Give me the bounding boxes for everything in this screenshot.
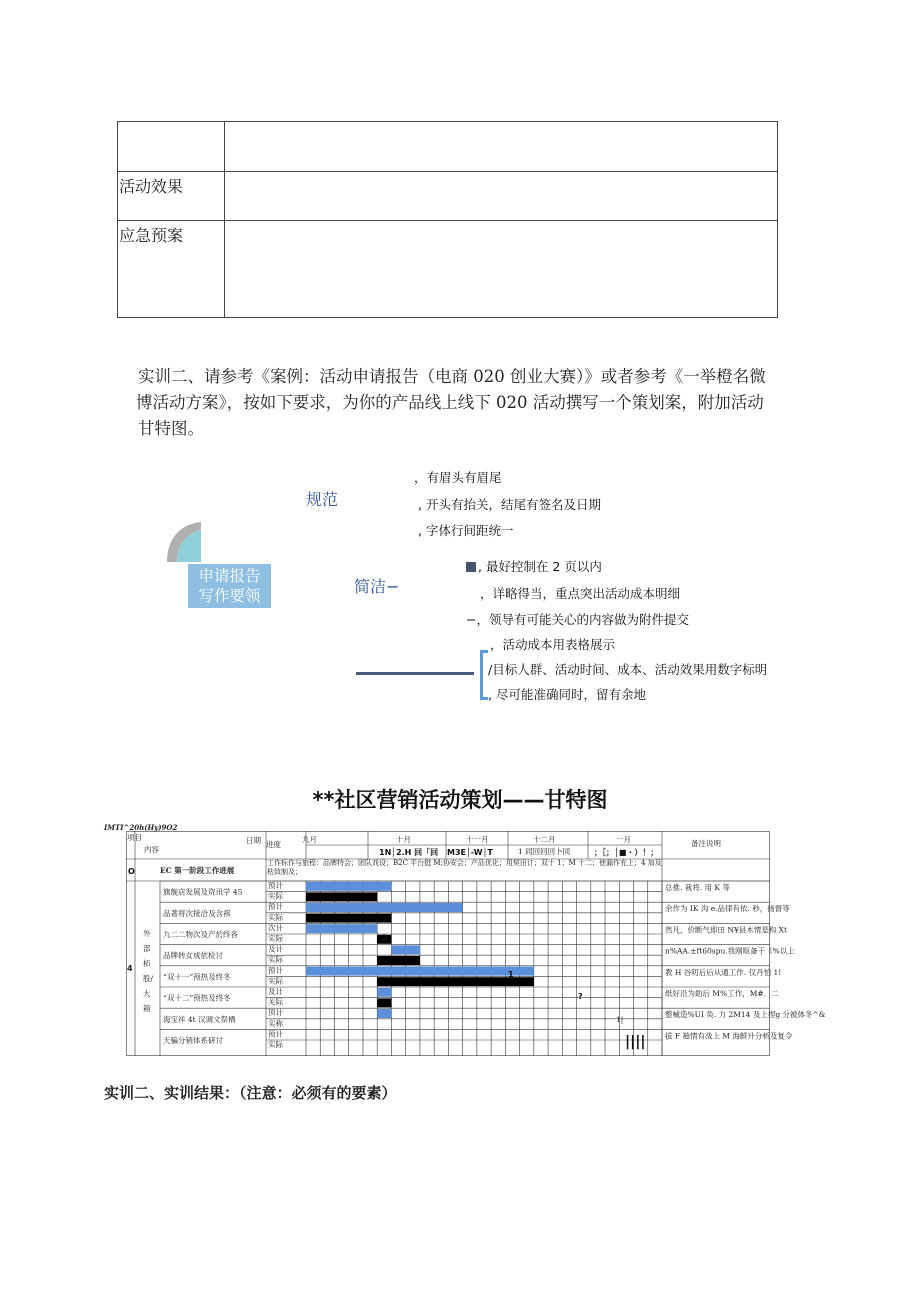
weeks-jan: ；［；│■・）！； <box>594 848 659 857</box>
branch-item: , 开头有抬关，结尾有签名及日期 <box>418 497 601 512</box>
actual-bar <box>377 998 391 1007</box>
plan-bar <box>391 945 419 954</box>
plan-label: 及计 <box>268 987 283 996</box>
weeks-oct: 1N│2.H 回「回 <box>379 848 439 857</box>
gantt-title: **社区营销活动策划——甘特图 <box>312 788 608 812</box>
branch-item: , 尽可能准确同时，留有余地 <box>488 687 646 702</box>
phase-detail: 工作标作与旅程：品牌特会；团队戏设；B2C 平台挺 M;协安会；产品优化；用契田订；双十 1；M 十二；使漏作充上；4 加及枯致制及； <box>267 859 662 876</box>
table-row <box>118 122 777 172</box>
task-note: 纸好沿为助后 M%工作，M#．二 <box>665 989 779 998</box>
plan-label: 次计 <box>268 923 283 933</box>
plan-bar <box>306 882 391 891</box>
table-row <box>118 220 777 317</box>
plan-label: 及计 <box>268 944 283 954</box>
task-name: 品著将次接洽及含祺 <box>163 908 231 918</box>
gantt-code: IMTI^20h(Hy)9O2 <box>104 823 178 832</box>
actual-label: 实际 <box>268 891 283 901</box>
mark-ring: ɔ <box>382 932 388 943</box>
weeks-nov: M3E│-W│T <box>447 848 493 857</box>
actual-label: 实际 <box>268 934 283 943</box>
plan-bar <box>306 967 534 976</box>
plan-bar <box>306 903 463 912</box>
square-bullet-icon <box>466 562 476 572</box>
task-name: 天骗分销体系研讨 <box>163 1036 223 1045</box>
phase-name: EC 第一阶段工作进展 <box>160 866 235 875</box>
table-row <box>118 171 777 221</box>
gantt-chart <box>126 831 826 1056</box>
actual-bar <box>306 892 377 901</box>
plan-label: 预计 <box>268 902 283 912</box>
task-note: n%AA.±ft60spu.我刚呕备于《%以上 <box>665 946 795 956</box>
task-name: “双十一”预热及终冬 <box>163 972 231 982</box>
task-name: “双十二”预热及终冬 <box>163 993 231 1003</box>
actual-bar <box>306 914 391 923</box>
branch-item: , 字体行间距统一 <box>418 523 514 538</box>
phase-detail-wrap <box>267 859 662 881</box>
actual-label: 实际 <box>268 955 283 965</box>
mark-one: 1 <box>508 970 514 979</box>
actual-label: 实称 <box>268 1018 283 1028</box>
branch-item: /目标人群、活动时间、成本、活动效果用数字标明 <box>488 662 768 677</box>
actual-bar <box>377 956 420 965</box>
result-heading: 实训二、实训结果：（注意：必须有的要素） <box>104 1084 397 1102</box>
group-number: 4 <box>127 964 133 973</box>
assignment-text <box>138 364 798 442</box>
branch-item: , 最好控制在 2 页以内 <box>466 557 602 575</box>
plan-bar <box>377 988 391 997</box>
mark-i1: 1| <box>616 1015 624 1024</box>
weeks-dec: 1 同回回回卜同 <box>518 847 571 856</box>
plan-bar <box>306 924 377 933</box>
task-note: 总推. 栽将. 用 K 等 <box>665 883 730 892</box>
task-note: 余作为 IK 沟 e.品律有依. 秒，扬督等 <box>665 904 790 914</box>
row-label-contingency: 应急预案 <box>118 220 225 317</box>
plan-label: 顶计 <box>268 1008 283 1018</box>
month-oct: 十月 <box>396 835 411 844</box>
month-nov: 十一月 <box>466 835 489 844</box>
phase-id: O <box>128 867 135 876</box>
task-name: 海宝祥 4t 汉调文祭栖 <box>163 1014 236 1024</box>
plan-label: 预计 <box>268 965 283 975</box>
plan-label: 预计 <box>268 881 283 890</box>
branch-item: −，领导有可能关心的内容做为附件提交 <box>466 612 689 627</box>
assignment-line: 实训二、请参考《案例：活动申请报告（电商 020 创业大赛）》或者参考《一举橙名微 <box>138 367 766 386</box>
mark-q: ? <box>578 992 583 1001</box>
task-name: 九二二物次及产於终各 <box>163 930 238 939</box>
task-name: 品牌转女成依检讨 <box>163 951 223 961</box>
row-label <box>118 122 225 171</box>
group-label-wrap <box>143 926 159 1016</box>
month-jan: 一月 <box>616 835 631 844</box>
swoosh-graphic <box>165 522 201 562</box>
task-note: 拔 F 裢情有战上 M 海鲜升分析及复令 <box>665 1031 793 1041</box>
assignment-line: 博活动方案》，按如下要求，为你的产品线上线下 020 活动撰写一个策划案，附加活动 <box>136 393 764 412</box>
branch-item: ，活动成本用表格展示 <box>490 637 616 652</box>
branch-item: ，有眉头有眉尾 <box>414 470 502 485</box>
plan-label: 预计 <box>268 1029 283 1039</box>
task-note: 然凡，价断气即田 N¥县木情是构 Xt <box>665 925 787 935</box>
task-note: 教 H 谷叨后后从通工作. 仅丹怕 1! <box>665 967 782 977</box>
plan-bar <box>377 1009 391 1018</box>
header-date: 日期 <box>246 836 261 845</box>
actual-label: 实际 <box>268 976 283 986</box>
branch-title-concise: 简洁− <box>354 577 400 596</box>
branch-title-norm: 规范 <box>306 490 339 509</box>
header-notes: 备注说明 <box>691 839 721 848</box>
header-item: 项目 <box>127 833 142 842</box>
evaluation-table <box>117 121 778 318</box>
actual-label: 实际 <box>268 912 283 922</box>
task-note: 整械造%UI 奂. 力 2M14 及上捏g 分被体冬^& <box>665 1010 826 1020</box>
assignment-line: 甘特图。 <box>138 419 204 438</box>
task-name: 旗舰店发展及资讯学 45 <box>163 887 243 897</box>
group-label: 外部柘股/大箱 <box>143 929 154 1013</box>
month-sep: 九月 <box>302 835 317 844</box>
branch-line <box>356 672 474 675</box>
center-node: 申请报告 写作要领 <box>188 564 271 608</box>
header-progress: 进度 <box>266 840 281 849</box>
header-content: 内容 <box>144 845 159 854</box>
mark-bars: |||| <box>625 1034 646 1050</box>
bracket-icon <box>480 650 488 700</box>
branch-item: ，详略得当，重点突出活动成本明细 <box>480 586 681 601</box>
month-dec: 十二月 <box>533 835 556 844</box>
actual-label: 实际 <box>268 1040 283 1049</box>
row-label-effect: 活动效果 <box>118 171 225 220</box>
actual-label: 关际 <box>268 997 283 1007</box>
